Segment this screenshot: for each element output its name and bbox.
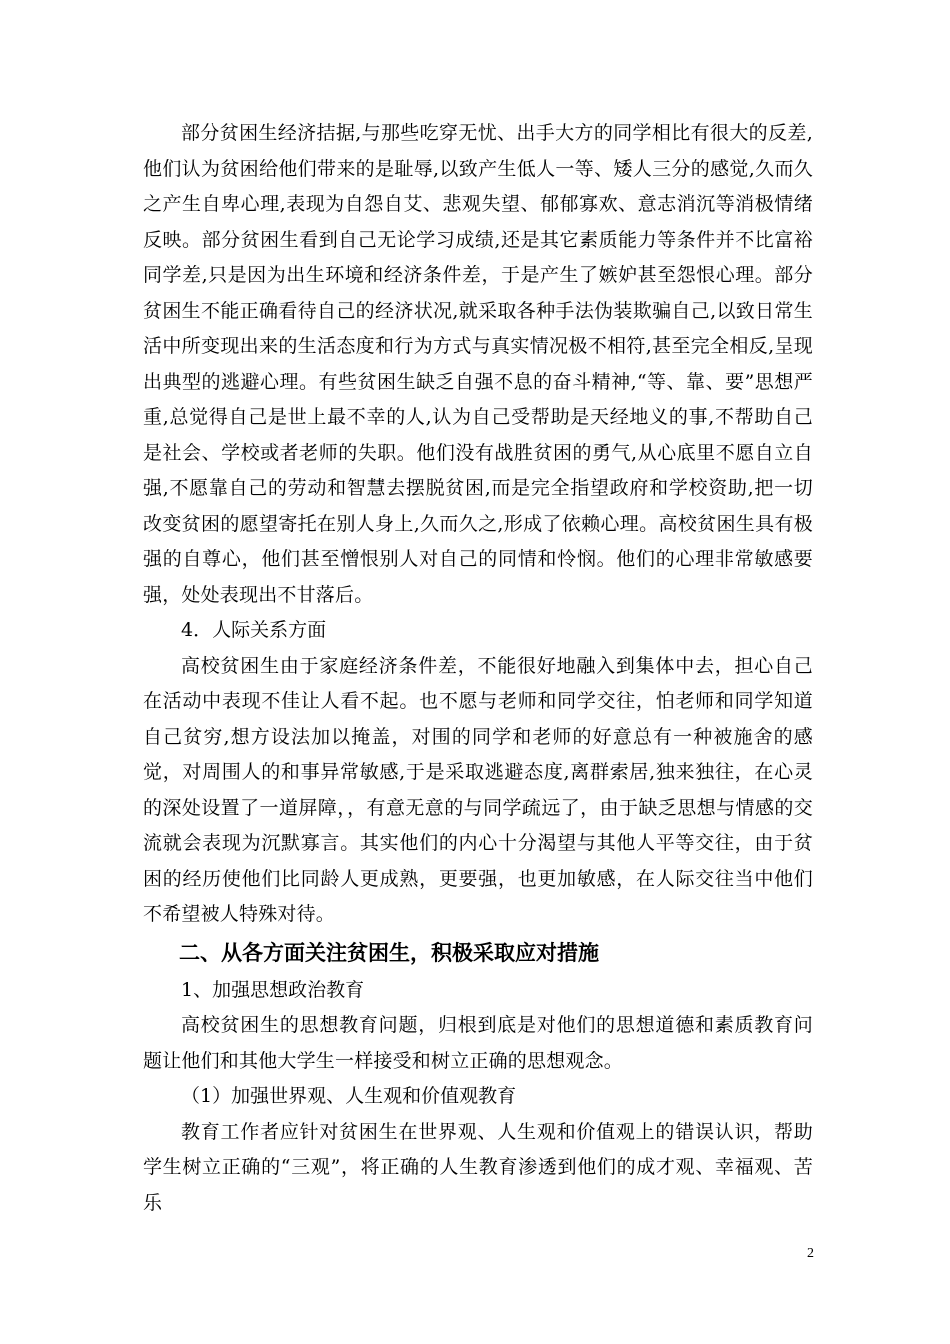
subheading-worldview-education: （1）加强世界观、人生观和价值观教育 — [181, 1085, 517, 1107]
section-heading-measures: 二、从各方面关注贫困生，积极采取应对措施 — [179, 940, 599, 965]
paragraph-worldview-education: 教育工作者应针对贫困生在世界观、人生观和价值观上的错误认识，帮助学生树立正确的“三观”，将正确的人生教育渗透到他们的成才观、幸福观、苦乐 — [143, 1120, 813, 1214]
paragraph-interpersonal: 高校贫困生由于家庭经济条件差，不能很好地融入到集体中去，担心自己在活动中表现不佳让人看不起。也不愿与老师和同学交往，怕老师和同学知道自己贫穷,想方设法加以掩盖，对围的同学和老师的好意总有一种被施舍的感觉，对周围人的和事异常敏感,于是采取逃避态度,离群索居,独来独往，在心灵的深处设置了一道屏障，，有意无意的与同学疏远了，由于缺乏思想与情感的交流就会表现为沉默寡言。其实他们的内心十分渴望与其他人平等交往，由于贫困的经历使他们比同龄人更成熟，更要强，也更加敏感，在人际交往当中他们不希望被人特殊对待。 — [143, 654, 813, 925]
subheading-interpersonal: 4．人际关系方面 — [181, 619, 327, 641]
paragraph-psychology-summary: 部分贫困生经济拮据,与那些吃穿无忧、出手大方的同学相比有很大的反差,他们认为贫困给他们带来的是耻辱,以致产生低人一等、矮人三分的感觉,久而久之产生自卑心理,表现为自怨自艾、悲观失望、郁郁寡欢、意志消沉等消极情绪反映。部分贫困生看到自己无论学习成绩,还是其它素质能力等条件并不比富裕同学差,只是因为出生环境和经济条件差，于是产生了嫉妒甚至怨恨心理。部分贫困生不能正确看待自己的经济状况,就采取各种手法伪装欺骗自己,以致日常生活中所变现出来的生活态度和行为方式与真实情况极不相符,甚至完全相反,呈现出典型的逃避心理。有些贫困生缺乏自强不息的奋斗精神,“等、靠、要”思想严重,总觉得自己是世上最不幸的人,认为自己受帮助是天经地义的事,不帮助自己是社会、学校或者老师的失职。他们没有战胜贫困的勇气,从心底里不愿自立自强,不愿靠自己的劳动和智慧去摆脱贫困,而是完全指望政府和学校资助,把一切改变贫困的愿望寄托在别人身上,久而久之,形成了依赖心理。高校贫困生具有极强的自尊心，他们甚至憎恨别人对自己的同情和怜悯。他们的心理非常敏感要强，处处表现出不甘落后。 — [143, 122, 813, 606]
page-content — [143, 116, 813, 1221]
paragraph-political-education: 高校贫困生的思想教育问题，归根到底是对他们的思想道德和素质教育问题让他们和其他大学生一样接受和树立正确的思想观念。 — [143, 1014, 813, 1072]
subheading-political-education: 1、加强思想政治教育 — [181, 978, 365, 1001]
page-number: 2 — [807, 1246, 814, 1261]
